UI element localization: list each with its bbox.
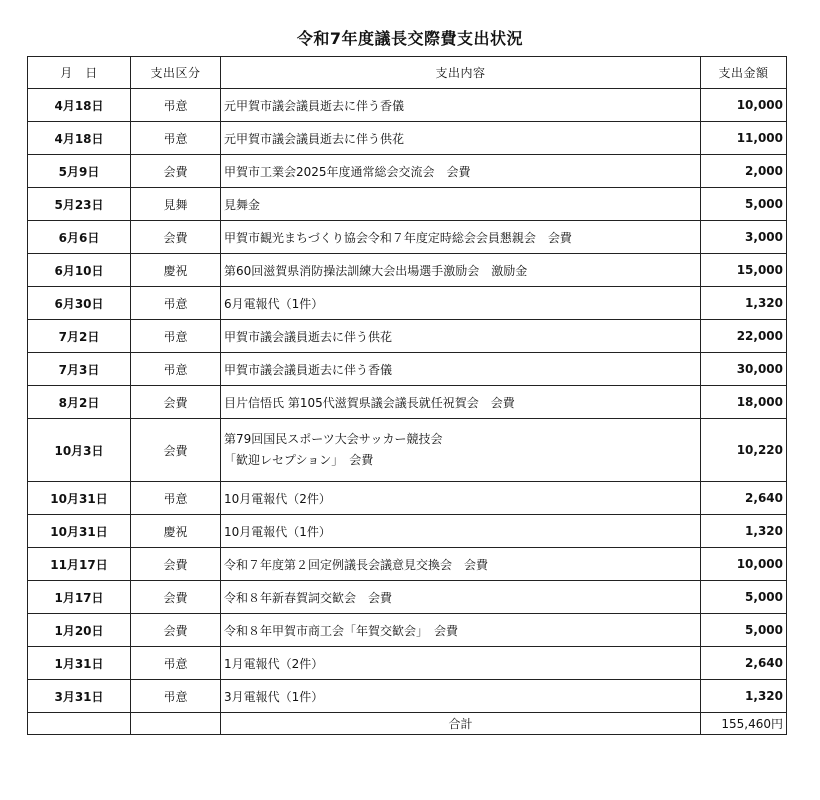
cell-description (221, 419, 701, 482)
table-row (28, 614, 787, 647)
cell-amount: 10,220 (701, 419, 787, 482)
cell-amount: 1,320 (701, 287, 787, 320)
cell-description: 見舞金 (221, 188, 701, 221)
cell-date: 10月31日 (28, 482, 131, 515)
cell-description: 甲賀市工業会2025年度通常総会交流会 会費 (221, 155, 701, 188)
cell-date: 7月2日 (28, 320, 131, 353)
column-header-category: 支出区分 (131, 57, 221, 89)
table-row (28, 386, 787, 419)
cell-amount: 2,640 (701, 647, 787, 680)
cell-amount: 1,320 (701, 680, 787, 713)
cell-description: 1月電報代（2件） (221, 647, 701, 680)
cell-category: 会費 (131, 581, 221, 614)
cell-category: 会費 (131, 614, 221, 647)
cell-category: 慶祝 (131, 254, 221, 287)
cell-category: 弔意 (131, 482, 221, 515)
table-row (28, 482, 787, 515)
table-row (28, 221, 787, 254)
cell-date: 5月23日 (28, 188, 131, 221)
cell-amount: 18,000 (701, 386, 787, 419)
expense-table (27, 56, 787, 735)
cell-date: 11月17日 (28, 548, 131, 581)
table-row (28, 188, 787, 221)
cell-date: 1月31日 (28, 647, 131, 680)
cell-category: 弔意 (131, 647, 221, 680)
cell-description: 第60回滋賀県消防操法訓練大会出場選手激励会 激励金 (221, 254, 701, 287)
cell-category: 会費 (131, 221, 221, 254)
cell-date: 6月30日 (28, 287, 131, 320)
cell-amount: 10,000 (701, 548, 787, 581)
total-label: 合計 (221, 713, 701, 735)
cell-description: 令和７年度第２回定例議長会議意見交換会 会費 (221, 548, 701, 581)
cell-amount: 5,000 (701, 614, 787, 647)
table-row (28, 155, 787, 188)
cell-amount: 10,000 (701, 89, 787, 122)
table-header-row (28, 57, 787, 89)
cell-category: 弔意 (131, 287, 221, 320)
column-header-description: 支出内容 (221, 57, 701, 89)
cell-description: 令和８年甲賀市商工会「年賀交歓会」 会費 (221, 614, 701, 647)
cell-date: 6月6日 (28, 221, 131, 254)
cell-date: 5月9日 (28, 155, 131, 188)
table-row (28, 122, 787, 155)
cell-date: 10月3日 (28, 419, 131, 482)
cell-category: 会費 (131, 155, 221, 188)
cell-amount: 22,000 (701, 320, 787, 353)
cell-category: 会費 (131, 548, 221, 581)
table-row (28, 548, 787, 581)
cell-category: 見舞 (131, 188, 221, 221)
cell-amount: 3,000 (701, 221, 787, 254)
cell-category: 弔意 (131, 89, 221, 122)
cell-date: 10月31日 (28, 515, 131, 548)
cell-category: 会費 (131, 386, 221, 419)
cell-date: 7月3日 (28, 353, 131, 386)
cell-date: 4月18日 (28, 89, 131, 122)
cell-date: 4月18日 (28, 122, 131, 155)
column-header-date: 月 日 (28, 57, 131, 89)
cell-category: 会費 (131, 419, 221, 482)
cell-category: 弔意 (131, 320, 221, 353)
cell-category: 弔意 (131, 122, 221, 155)
cell-amount: 2,000 (701, 155, 787, 188)
cell-date: 1月20日 (28, 614, 131, 647)
cell-description: 甲賀市観光まちづくり協会令和７年度定時総会会員懇親会 会費 (221, 221, 701, 254)
empty-cell (28, 713, 131, 735)
table-row (28, 254, 787, 287)
table-row (28, 581, 787, 614)
cell-date: 3月31日 (28, 680, 131, 713)
total-row (28, 713, 787, 735)
table-row (28, 287, 787, 320)
cell-description: 元甲賀市議会議員逝去に伴う供花 (221, 122, 701, 155)
cell-date: 8月2日 (28, 386, 131, 419)
cell-category: 弔意 (131, 680, 221, 713)
table-row (28, 515, 787, 548)
page-title: 令和7年度議長交際費支出状況 (296, 29, 524, 48)
total-amount: 155,460円 (701, 713, 787, 735)
column-header-amount: 支出金額 (701, 57, 787, 89)
cell-amount: 5,000 (701, 188, 787, 221)
table-row (28, 320, 787, 353)
empty-cell (131, 713, 221, 735)
cell-amount: 11,000 (701, 122, 787, 155)
cell-description: 6月電報代（1件） (221, 287, 701, 320)
cell-amount: 15,000 (701, 254, 787, 287)
table-row (28, 419, 787, 482)
table-row (28, 353, 787, 386)
table-row (28, 89, 787, 122)
cell-description: 10月電報代（2件） (221, 482, 701, 515)
description-line-2: 「歓迎レセプション」 会費 (224, 453, 374, 467)
cell-description: 10月電報代（1件） (221, 515, 701, 548)
cell-description: 甲賀市議会議員逝去に伴う香儀 (221, 353, 701, 386)
cell-category: 弔意 (131, 353, 221, 386)
cell-amount: 30,000 (701, 353, 787, 386)
cell-description: 令和８年新春賀詞交歓会 会費 (221, 581, 701, 614)
cell-amount: 2,640 (701, 482, 787, 515)
table-row (28, 647, 787, 680)
cell-date: 1月17日 (28, 581, 131, 614)
cell-date: 6月10日 (28, 254, 131, 287)
cell-amount: 1,320 (701, 515, 787, 548)
description-line-1: 第79回国民スポーツ大会サッカー競技会 (224, 432, 443, 446)
table-row (28, 680, 787, 713)
cell-description: 目片信悟氏 第105代滋賀県議会議長就任祝賀会 会費 (221, 386, 701, 419)
cell-description: 甲賀市議会議員逝去に伴う供花 (221, 320, 701, 353)
cell-category: 慶祝 (131, 515, 221, 548)
cell-description: 3月電報代（1件） (221, 680, 701, 713)
cell-amount: 5,000 (701, 581, 787, 614)
cell-description: 元甲賀市議会議員逝去に伴う香儀 (221, 89, 701, 122)
